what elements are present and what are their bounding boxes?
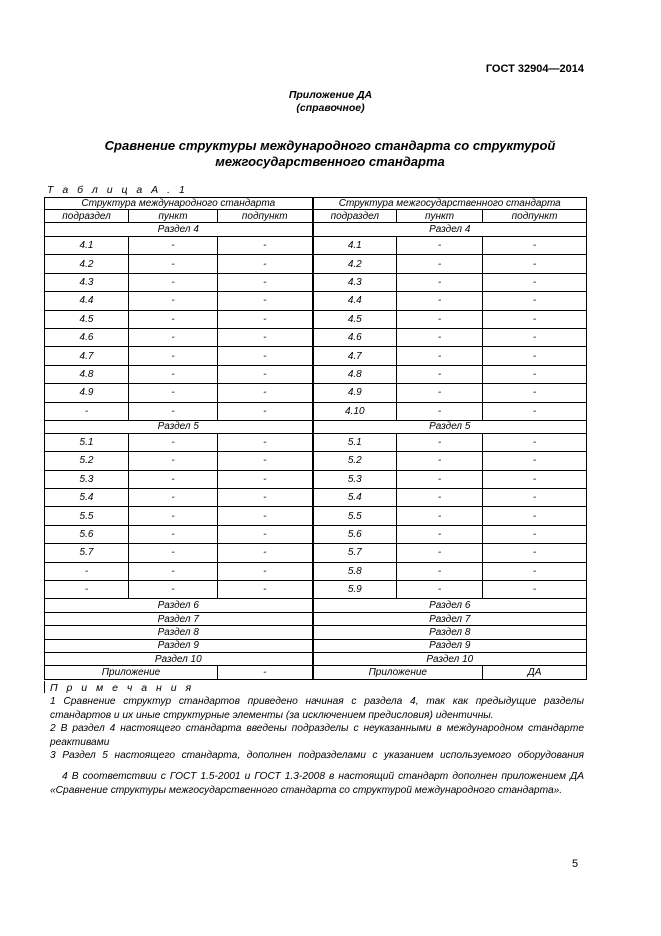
annex-row <box>45 666 587 679</box>
section-label: Раздел 10 <box>45 652 313 665</box>
table-cell: 5.2 <box>45 452 129 470</box>
table-cell: - <box>483 562 587 580</box>
section-label: Раздел 8 <box>313 626 587 639</box>
table-cell: 4.9 <box>45 384 129 402</box>
table-cell: - <box>397 384 483 402</box>
notes-title: П р и м е ч а н и я <box>50 682 195 694</box>
table-cell: 5.3 <box>313 470 397 488</box>
table-cell: 5.8 <box>313 562 397 580</box>
table-cell: - <box>218 433 313 451</box>
table-cell: - <box>129 581 218 599</box>
table-cell: - <box>397 544 483 562</box>
column-header: подраздел <box>45 210 129 223</box>
table-cell: - <box>397 273 483 291</box>
table-cell: 4.3 <box>313 273 397 291</box>
table-caption: Т а б л и ц а А . 1 <box>47 184 188 196</box>
table-cell: - <box>129 237 218 255</box>
main-title <box>60 138 600 170</box>
table-cell: - <box>129 384 218 402</box>
table-cell: 5.5 <box>45 507 129 525</box>
table-cell: - <box>483 255 587 273</box>
page-number: 5 <box>572 858 579 870</box>
table-cell: 5.3 <box>45 470 129 488</box>
document-code: ГОСТ 32904—2014 <box>485 63 584 75</box>
table-row <box>45 237 587 255</box>
column-header-row <box>45 210 587 223</box>
table-cell: - <box>483 581 587 599</box>
annex-label: Приложение <box>313 666 483 679</box>
table-cell: - <box>218 562 313 580</box>
table-row <box>45 581 587 599</box>
table-cell: - <box>483 328 587 346</box>
group-header-row <box>45 198 587 210</box>
table-row <box>45 402 587 420</box>
table-cell: 4.2 <box>45 255 129 273</box>
table-cell: - <box>218 237 313 255</box>
annex-label: Приложение <box>45 666 218 679</box>
table-cell: 4.4 <box>45 292 129 310</box>
table-cell: - <box>218 544 313 562</box>
table-cell: 5.1 <box>313 433 397 451</box>
table-row <box>45 525 587 543</box>
table-cell: 5.5 <box>313 507 397 525</box>
table-cell: - <box>483 365 587 383</box>
table-cell: - <box>483 310 587 328</box>
section-row <box>45 420 587 433</box>
section-row <box>45 599 587 612</box>
table-cell: - <box>483 452 587 470</box>
section-label: Раздел 7 <box>313 612 587 625</box>
table-cell: 4.9 <box>313 384 397 402</box>
table-row <box>45 273 587 291</box>
table-cell: - <box>397 365 483 383</box>
table-row <box>45 562 587 580</box>
note-3: 3 Раздел 5 настоящего стандарта, дополнен подразделами с указанием используемого оборудования <box>50 750 584 761</box>
table-cell: - <box>397 562 483 580</box>
table-cell: - <box>397 470 483 488</box>
table-cell: - <box>218 452 313 470</box>
table-row <box>45 365 587 383</box>
section-label: Раздел 7 <box>45 612 313 625</box>
table-cell: - <box>483 525 587 543</box>
table-cell: - <box>129 489 218 507</box>
table-cell: - <box>483 433 587 451</box>
table-cell: 4.8 <box>45 365 129 383</box>
table-cell: - <box>129 452 218 470</box>
table-row <box>45 433 587 451</box>
table-row <box>45 384 587 402</box>
table-cell: - <box>218 328 313 346</box>
table-cell: - <box>397 452 483 470</box>
section-row <box>45 652 587 665</box>
section-label: Раздел 10 <box>313 652 587 665</box>
section-row <box>45 626 587 639</box>
table-cell: 5.9 <box>313 581 397 599</box>
section-row <box>45 612 587 625</box>
table-cell: - <box>129 255 218 273</box>
table-cell: 5.2 <box>313 452 397 470</box>
table-cell: - <box>483 347 587 365</box>
section-label: Раздел 4 <box>45 223 313 237</box>
table-cell: - <box>218 470 313 488</box>
table-cell: - <box>218 365 313 383</box>
column-header: подпункт <box>483 210 587 223</box>
table-cell: - <box>129 525 218 543</box>
table-row <box>45 292 587 310</box>
section-label: Раздел 5 <box>313 420 587 433</box>
table-cell: - <box>218 525 313 543</box>
table-cell: - <box>483 384 587 402</box>
table-cell: 4.6 <box>313 328 397 346</box>
table-cell: - <box>483 489 587 507</box>
table-cell: - <box>397 581 483 599</box>
table-cell: - <box>129 544 218 562</box>
table-cell: - <box>45 581 129 599</box>
table-cell: - <box>129 470 218 488</box>
table-cell: - <box>129 402 218 420</box>
table-cell: - <box>129 433 218 451</box>
table-cell: - <box>45 562 129 580</box>
table-cell: 5.4 <box>45 489 129 507</box>
table-cell: - <box>397 328 483 346</box>
column-header: подпункт <box>218 210 313 223</box>
table-cell: - <box>218 384 313 402</box>
table-cell: - <box>129 507 218 525</box>
section-label: Раздел 6 <box>313 599 587 612</box>
table-cell: - <box>129 292 218 310</box>
table-cell: - <box>129 310 218 328</box>
table-row <box>45 470 587 488</box>
section-row <box>45 223 587 237</box>
table-cell: - <box>397 433 483 451</box>
table-cell: - <box>397 402 483 420</box>
table-cell: - <box>397 347 483 365</box>
table-cell: 4.4 <box>313 292 397 310</box>
table-cell: - <box>483 237 587 255</box>
comparison-table <box>44 197 587 680</box>
table-cell: 4.8 <box>313 365 397 383</box>
table-cell: - <box>397 489 483 507</box>
table-cell: - <box>129 347 218 365</box>
table-row <box>45 310 587 328</box>
table-cell: - <box>218 581 313 599</box>
section-row <box>45 639 587 652</box>
column-header: подраздел <box>313 210 397 223</box>
table-row <box>45 347 587 365</box>
table-cell: 4.5 <box>45 310 129 328</box>
table-row <box>45 328 587 346</box>
table-cell: 5.7 <box>313 544 397 562</box>
section-label: Раздел 8 <box>45 626 313 639</box>
section-label: Раздел 9 <box>45 639 313 652</box>
table-cell: - <box>218 347 313 365</box>
table-cell: - <box>397 310 483 328</box>
table-row <box>45 544 587 562</box>
table-cell: - <box>218 310 313 328</box>
table-cell: - <box>218 402 313 420</box>
table-cell: 4.6 <box>45 328 129 346</box>
table-cell: - <box>218 273 313 291</box>
table-cell: 4.10 <box>313 402 397 420</box>
section-label: Раздел 6 <box>45 599 313 612</box>
table-cell: 4.5 <box>313 310 397 328</box>
column-header: пункт <box>397 210 483 223</box>
table-cell: - <box>483 292 587 310</box>
section-label: Раздел 4 <box>313 223 587 237</box>
note-2: 2 В раздел 4 настоящего стандарта введены подразделы с неуказанными в международном стандарте реактивами <box>50 723 584 748</box>
table-cell: - <box>483 470 587 488</box>
note-1: 1 Сравнение структур стандартов приведено начиная с раздела 4, так как предыдущие разделы стандартов и их иные структурные элементы (за исключением предисловия) идентичны. <box>50 696 584 721</box>
table-cell: 4.1 <box>45 237 129 255</box>
main-title-line-2: межгосударственного стандарта <box>215 154 445 169</box>
annex-cell: - <box>218 666 313 679</box>
table-cell: - <box>483 507 587 525</box>
table-cell: 4.7 <box>45 347 129 365</box>
column-header: пункт <box>129 210 218 223</box>
annex-cell: ДА <box>483 666 587 679</box>
table-cell: 4.2 <box>313 255 397 273</box>
table-cell: - <box>218 489 313 507</box>
table-cell: 4.3 <box>45 273 129 291</box>
table-row <box>45 507 587 525</box>
table-cell: - <box>45 402 129 420</box>
table-cell: 5.1 <box>45 433 129 451</box>
left-group-header: Структура международного стандарта <box>45 198 313 210</box>
section-label: Раздел 9 <box>313 639 587 652</box>
table-cell: - <box>397 525 483 543</box>
table-cell: 4.7 <box>313 347 397 365</box>
table-cell: - <box>397 255 483 273</box>
annex-title: Приложение ДА <box>288 89 373 101</box>
note-4: 4 В соответствии с ГОСТ 1.5-2001 и ГОСТ 1.3-2008 в настоящий стандарт дополнен приложением ДА «Сравнение структуры межгосударственного стандарта со структурой международного стандарта». <box>50 771 584 796</box>
main-title-line-1: Сравнение структуры международного стандарта со структурой <box>104 138 556 153</box>
table-cell: - <box>129 328 218 346</box>
table-cell: - <box>483 544 587 562</box>
table-cell: 5.4 <box>313 489 397 507</box>
table-cell: 4.1 <box>313 237 397 255</box>
table-cell: - <box>129 273 218 291</box>
annex-subtitle: (справочное) <box>296 102 365 114</box>
table-row <box>45 452 587 470</box>
table-row <box>45 255 587 273</box>
table-cell: - <box>397 292 483 310</box>
right-group-header: Структура межгосударственного стандарта <box>313 198 587 210</box>
table-cell: - <box>483 273 587 291</box>
table-cell: - <box>397 507 483 525</box>
table-cell: - <box>129 365 218 383</box>
table-cell: - <box>129 562 218 580</box>
table-cell: 5.7 <box>45 544 129 562</box>
table-cell: - <box>483 402 587 420</box>
table-cell: - <box>218 292 313 310</box>
table-cell: - <box>218 507 313 525</box>
table-cell: - <box>397 237 483 255</box>
section-label: Раздел 5 <box>45 420 313 433</box>
table-cell: 5.6 <box>313 525 397 543</box>
table-cell: 5.6 <box>45 525 129 543</box>
table-row <box>45 489 587 507</box>
table-cell: - <box>218 255 313 273</box>
